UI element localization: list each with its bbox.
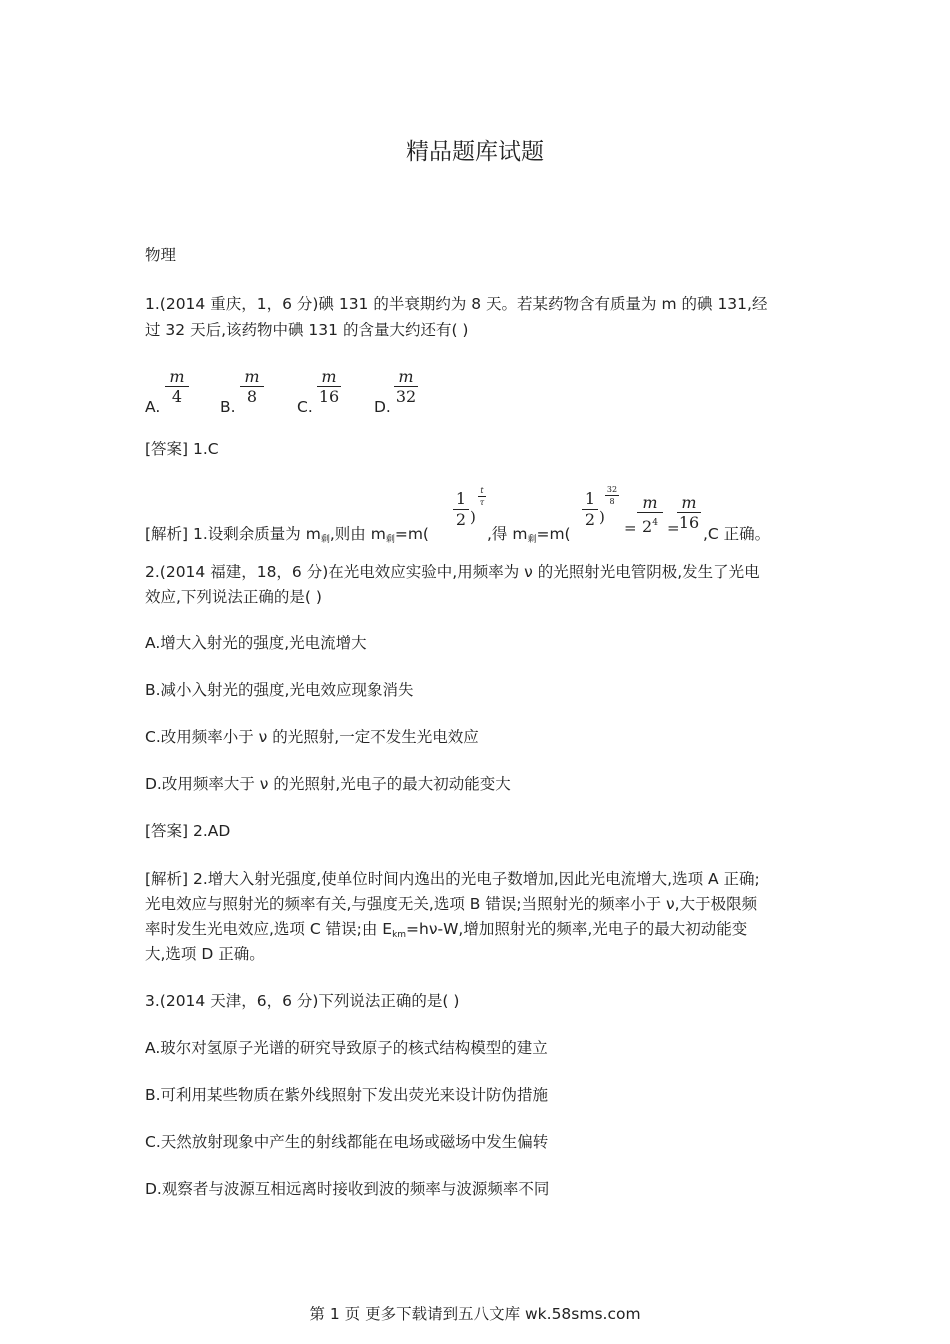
fraction-bar: [637, 512, 663, 513]
exponent-fraction-2: [605, 485, 619, 506]
analysis-suffix: ,C 正确。: [703, 525, 771, 543]
fraction: [165, 368, 189, 406]
numerator: t: [480, 486, 484, 495]
q2-analysis-line1: [解析] 2.增大入射光强度,使单位时间内逸出的光电子数增加,因此光电流增大,选项 A 正确;: [145, 870, 760, 888]
numerator: m: [169, 367, 185, 386]
numerator: 1: [455, 489, 467, 508]
analysis-text: =hν-W,增加照射光的频率,光电子的最大初动能变: [406, 920, 748, 938]
numerator: 32: [606, 485, 618, 494]
q3-stem: 3.(2014 天津，6，6 分)下列说法正确的是( ): [145, 992, 460, 1010]
denominator: 16: [318, 387, 340, 406]
analysis-text-mid: ,则由 m: [329, 525, 386, 543]
m-over-16: [677, 494, 701, 532]
option-label: D.: [374, 398, 391, 416]
denominator: [637, 514, 663, 536]
denominator: 4: [171, 387, 183, 406]
q2-option-d: D.改用频率大于 ν 的光照射,光电子的最大初动能变大: [145, 775, 511, 793]
numerator: 1: [584, 489, 596, 508]
q2-option-c: C.改用频率小于 ν 的光照射,一定不发生光电效应: [145, 728, 479, 746]
exponent: 4: [652, 518, 658, 528]
denominator: 2: [584, 510, 596, 529]
numerator: m: [321, 367, 337, 386]
base: 2: [642, 517, 653, 536]
analysis-text-mid: ,得 m: [487, 525, 528, 543]
half-fraction-2: [582, 490, 598, 529]
close-paren: ): [599, 508, 605, 526]
analysis-text-mid: =m(: [536, 525, 571, 543]
q1-stem-line1: 1.(2014 重庆，1，6 分)碘 131 的半衰期约为 8 天。若某药物含有质量为 m 的碘 131,经: [145, 295, 768, 313]
q2-analysis-line2: 光电效应与照射光的频率有关,与强度无关,选项 B 错误;当照射光的频率小于 ν,大于极限频: [145, 895, 758, 913]
analysis-text: [145, 522, 429, 552]
subscript: 剩: [527, 535, 537, 545]
numerator: m: [244, 367, 260, 386]
q3-option-a: A.玻尔对氢原子光谱的研究导致原子的核式结构模型的建立: [145, 1039, 548, 1057]
analysis-text-mid: =m(: [394, 525, 429, 543]
subscript: 剩: [320, 535, 330, 545]
denominator: 16: [678, 513, 700, 532]
q2-option-b: B.减小入射光的强度,光电效应现象消失: [145, 681, 414, 699]
numerator: m: [681, 493, 697, 512]
option-label: B.: [220, 398, 236, 416]
analysis-text: 率时发生光电效应,选项 C 错误;由 E: [145, 920, 393, 938]
q2-option-a: A.增大入射光的强度,光电流增大: [145, 634, 367, 652]
numerator: m: [642, 493, 658, 512]
analysis-prefix: [解析] 1.设剩余质量为 m: [145, 525, 321, 543]
denominator: 8: [246, 387, 258, 406]
subscript: 剩: [385, 535, 395, 545]
equals-sign: =: [624, 519, 637, 537]
fraction-bar: [478, 496, 486, 497]
subject-heading: 物理: [145, 246, 177, 264]
fraction: [317, 368, 341, 406]
denominator: 32: [395, 387, 417, 406]
q2-answer: [答案] 2.AD: [145, 822, 231, 840]
q3-option-c: C.天然放射现象中产生的射线都能在电场或磁场中发生偏转: [145, 1133, 549, 1151]
fraction-bar: [605, 495, 619, 496]
q1-stem-line2: 过 32 天后,该药物中碘 131 的含量大约还有( ): [145, 321, 469, 339]
fraction: [394, 368, 418, 406]
q3-option-d: D.观察者与波源互相远离时接收到波的频率与波源频率不同: [145, 1180, 550, 1198]
equals-sign-2: =: [667, 519, 680, 537]
page-title: 精品题库试题: [406, 139, 544, 165]
q2-stem-line2: 效应,下列说法正确的是( ): [145, 588, 322, 606]
denominator: 8: [609, 497, 615, 506]
fraction: [240, 368, 264, 406]
q3-option-b: B.可利用某些物质在紫外线照射下发出荧光来设计防伪措施: [145, 1086, 549, 1104]
analysis-text-2: [487, 522, 571, 552]
close-paren: ): [470, 508, 476, 526]
exponent-fraction: [478, 486, 486, 507]
q1-answer: [答案] 1.C: [145, 440, 219, 458]
denominator: τ: [479, 498, 485, 507]
numerator: m: [398, 367, 414, 386]
half-fraction: [453, 490, 469, 529]
option-label: C.: [297, 398, 313, 416]
option-label: A.: [145, 398, 161, 416]
denominator: 2: [455, 510, 467, 529]
m-over-2-pow-4: [637, 494, 663, 536]
q2-stem-line1: 2.(2014 福建，18，6 分)在光电效应实验中,用频率为 ν 的光照射光电管阴极,发生了光电: [145, 563, 760, 581]
page-footer: 第 1 页 更多下载请到五八文库 wk.58sms.com: [309, 1305, 641, 1323]
subscript: km: [392, 930, 407, 940]
q2-analysis-line4: 大,选项 D 正确。: [145, 945, 265, 963]
